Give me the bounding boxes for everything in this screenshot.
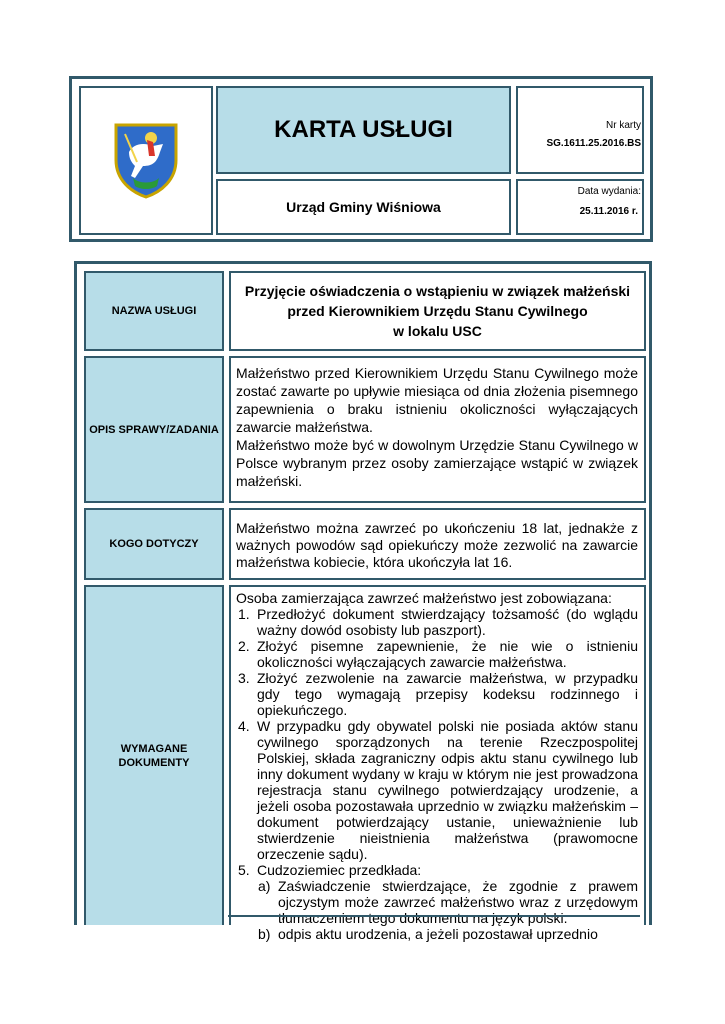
documents-label: WYMAGANE DOKUMENTY — [118, 743, 190, 769]
sub-list-item: a) Zaświadczenie stwierdzające, że zgodnie z prawem ojczystym może zawrzeć małżeństwo wraz z urzędowym tłumaczeniem tego dokumentu na język polski. — [258, 878, 638, 926]
issue-date-cell — [516, 179, 644, 235]
documents-label-cell — [84, 585, 224, 925]
list-item: 2. Złożyć pisemne zapewnienie, że nie wie o istnieniu okoliczności wyłączających zawarcie małżeństwa. — [238, 638, 638, 670]
card-number-cell — [516, 86, 644, 174]
coat-of-arms-icon — [113, 122, 179, 200]
logo-cell — [79, 86, 213, 235]
description-label-cell — [84, 356, 224, 503]
service-name-label-cell — [84, 271, 224, 351]
who-text: Małżeństwo można zawrzeć po ukończeniu 18 lat, jednakże z ważnych powodów sąd opiekuńczy może zezwolić na zawarcie małżeństwa kobiecie, która ukończyła lat 16. — [236, 520, 638, 570]
card-number-value: SG.1611.25.2016.BS — [546, 138, 641, 149]
service-name-cell — [229, 271, 646, 351]
service-title-line-2: przed Kierownikiem Urzędu Stanu Cywilnego — [287, 303, 588, 319]
page-bottom-border — [228, 915, 640, 917]
main-frame — [74, 261, 652, 942]
documents-cell — [229, 585, 646, 942]
list-item: 4. W przypadku gdy obywatel polski nie posiada aktów stanu cywilnego sporządzonych na terenie Rzeczpospolitej Polskiej, składa zagraniczny odpis aktu stanu cywilnego lub inny dokument wydany w kraju w którym nie jest prowadzona rejestracja stanu cywilnego potwierdzający urodzenie, a jeżeli osoba pozostawała uprzednio w związku małżeńskim – dokument potwierdzający ustanie, unieważnienie lub stwierdzenie nieistnienia małżeństwa (prawomocne orzeczenie sądu). — [238, 718, 638, 862]
issue-date-value: 25.11.2016 r. — [579, 206, 638, 217]
page-title: KARTA USŁUGI — [274, 116, 453, 143]
who-label-cell — [84, 508, 224, 580]
who-label: KOGO DOTYCZY — [109, 538, 199, 550]
description-paragraph-2: Małżeństwo może być w dowolnym Urzędzie Stanu Cywilnego w Polsce wybranym przez osoby zamierzające wstąpić w związek małżeński. — [236, 437, 638, 489]
list-item: 5. Cudzoziemiec przedkłada: — [238, 862, 422, 878]
documents-list — [236, 606, 638, 942]
service-name-label: NAZWA USŁUGI — [111, 305, 197, 317]
description-label: OPIS SPRAWY/ZADANIA — [89, 423, 219, 436]
sub-list-item: b) odpis aktu urodzenia, a jeżeli pozostawał uprzednio — [258, 926, 598, 942]
description-paragraph-1: Małżeństwo przed Kierownikiem Urzędu Stanu Cywilnego może zostać zawarte po upływie miesiąca od dnia złożenia pisemnego zapewnienia o braku istnieniu okoliczności wyłączających zawarcie małżeństwa. — [236, 365, 638, 435]
description-cell — [229, 356, 646, 503]
service-title-line-1: Przyjęcie oświadczenia o wstąpieniu w związek małżeński — [244, 283, 631, 299]
office-name: Urząd Gminy Wiśniowa — [286, 199, 441, 215]
who-cell — [229, 508, 646, 580]
list-item: 1. Przedłożyć dokument stwierdzający tożsamość (do wglądu ważny dowód osobisty lub paszport). — [238, 606, 638, 638]
service-title-line-3: w lokalu USC — [393, 323, 482, 339]
list-item: 3. Złożyć zezwolenie na zawarcie małżeństwa, w przypadku gdy tego wymagają przepisy kodeksu rodzinnego i opiekuńczego. — [238, 670, 638, 718]
header-frame — [69, 76, 653, 242]
title-cell — [216, 86, 511, 174]
office-cell — [216, 179, 511, 235]
card-number-label: Nr karty — [606, 120, 641, 131]
documents-intro: Osoba zamierzająca zawrzeć małżeństwo jest zobowiązana: — [236, 590, 612, 606]
issue-date-label: Data wydania: — [577, 186, 641, 197]
